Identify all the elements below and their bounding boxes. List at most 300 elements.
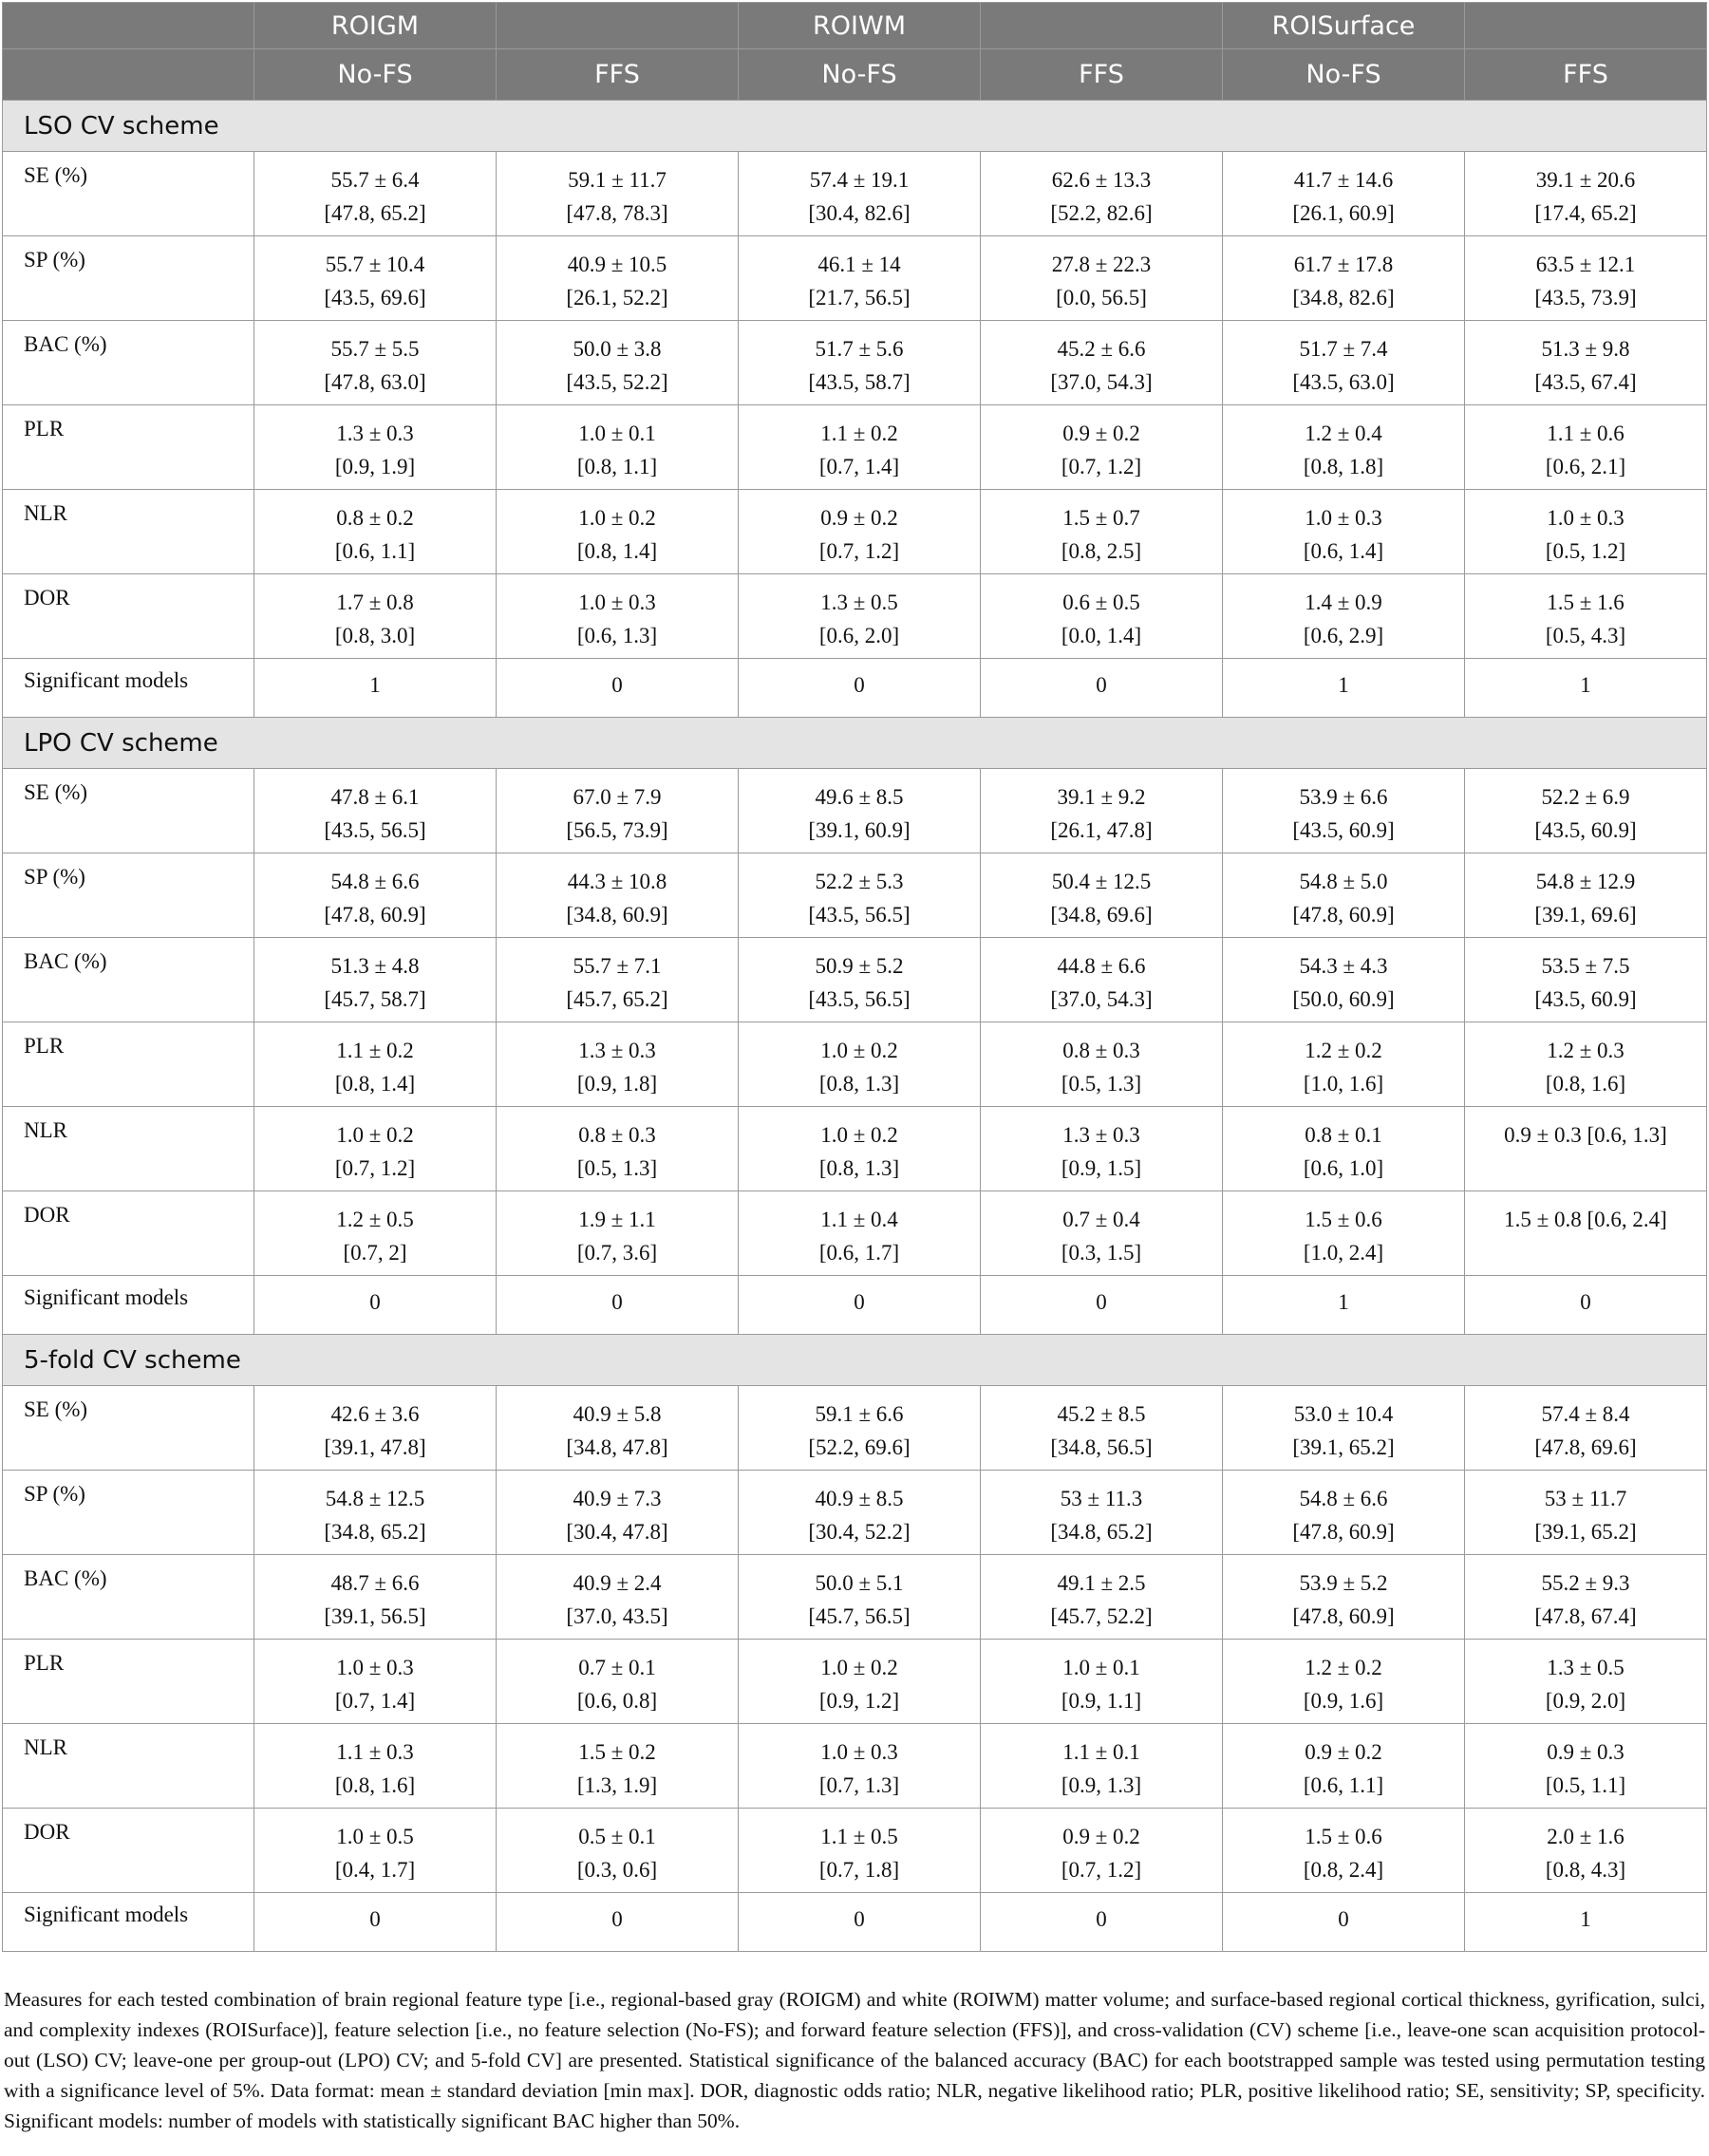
table-cell — [1223, 1640, 1465, 1724]
cell-range: [30.4, 52.2] — [808, 1520, 911, 1544]
cell-range: [1.0, 2.4] — [1303, 1241, 1384, 1265]
cell-mean-sd: 53.5 ± 7.5 — [1541, 954, 1630, 978]
cell-range: [47.8, 60.9] — [324, 903, 426, 927]
cell-mean-sd: 54.8 ± 6.6 — [330, 870, 420, 893]
cell-range: [0.6, 1.1] — [1303, 1773, 1384, 1797]
table-cell — [497, 1555, 739, 1640]
table-cell — [1223, 1022, 1465, 1107]
cell-range: [0.8, 1.6] — [1545, 1072, 1626, 1096]
significant-models-count: 0 — [497, 1276, 739, 1335]
metric-label: DOR — [3, 1191, 254, 1276]
results-table-container — [2, 2, 1707, 2156]
table-cell — [981, 1555, 1223, 1640]
table-row — [3, 1386, 1707, 1471]
cell-range: [0.9, 1.5] — [1061, 1156, 1142, 1180]
cell-range: [0.7, 1.2] — [1061, 1858, 1142, 1882]
cell-mean-sd: 53 ± 11.7 — [1544, 1487, 1627, 1510]
cell-mean-sd: 1.5 ± 0.7 — [1062, 506, 1140, 530]
cell-range: [0.6, 2.9] — [1303, 624, 1384, 647]
table-cell — [739, 1022, 981, 1107]
cell-range: [0.3, 0.6] — [576, 1858, 658, 1882]
significant-models-count: 0 — [739, 1893, 981, 1952]
table-cell — [497, 321, 739, 405]
cell-range: [0.7, 1.4] — [818, 455, 900, 478]
cell-range: [0.8, 1.8] — [1303, 455, 1384, 478]
table-cell — [1465, 1022, 1707, 1107]
cell-range: [0.6, 1.3] — [576, 624, 658, 647]
metric-label: PLR — [3, 1640, 254, 1724]
table-cell — [981, 1471, 1223, 1555]
cell-range: [0.6, 1.4] — [1303, 539, 1384, 563]
cell-range: [34.8, 47.8] — [566, 1435, 668, 1459]
header-cell: ROIWM — [739, 3, 981, 49]
cell-mean-sd: 0.6 ± 0.5 — [1062, 591, 1140, 614]
cell-range: [52.2, 69.6] — [808, 1435, 911, 1459]
table-cell — [981, 1809, 1223, 1893]
cell-range: [43.5, 60.9] — [1534, 987, 1637, 1011]
table-cell — [254, 1724, 497, 1809]
cell-mean-sd: 1.7 ± 0.8 — [336, 591, 414, 614]
table-cell — [739, 1107, 981, 1191]
table-cell — [981, 1022, 1223, 1107]
table-cell — [739, 574, 981, 659]
cell-range: [43.5, 60.9] — [1292, 818, 1395, 842]
cell-range: [52.2, 82.6] — [1050, 201, 1153, 225]
cell-range: [50.0, 60.9] — [1292, 987, 1395, 1011]
table-cell — [1223, 1724, 1465, 1809]
cell-range: [39.1, 56.5] — [324, 1604, 426, 1628]
cell-mean-sd: 1.0 ± 0.2 — [336, 1123, 414, 1147]
table-row — [3, 1471, 1707, 1555]
table-cell — [981, 1107, 1223, 1191]
cell-mean-sd: 62.6 ± 13.3 — [1051, 168, 1152, 192]
cell-range: [0.8, 1.4] — [334, 1072, 416, 1096]
cell-mean-sd: 57.4 ± 8.4 — [1541, 1402, 1630, 1426]
significant-models-label: Significant models — [3, 1276, 254, 1335]
significant-models-count: 1 — [1223, 659, 1465, 718]
cell-mean-sd: 0.8 ± 0.3 — [1062, 1039, 1140, 1062]
cell-range: [0.6, 2.1] — [1545, 455, 1626, 478]
header-row-feature-selection — [3, 49, 1707, 101]
table-cell — [981, 853, 1223, 938]
cell-range: [0.8, 1.4] — [576, 539, 658, 563]
table-row — [3, 152, 1707, 236]
table-row — [3, 1022, 1707, 1107]
significant-models-count: 0 — [1223, 1893, 1465, 1952]
cell-range: [39.1, 65.2] — [1534, 1520, 1637, 1544]
table-cell — [254, 1107, 497, 1191]
significant-models-count: 1 — [1223, 1276, 1465, 1335]
cell-mean-sd: 50.9 ± 5.2 — [815, 954, 904, 978]
header-cell: FFS — [1465, 49, 1707, 101]
results-table — [2, 2, 1707, 1952]
header-cell — [3, 3, 254, 49]
cell-range: [30.4, 47.8] — [566, 1520, 668, 1544]
cell-range: [0.8, 1.3] — [818, 1156, 900, 1180]
table-cell — [497, 574, 739, 659]
cell-range: [0.8, 1.6] — [334, 1773, 416, 1797]
cell-range: [43.5, 69.6] — [324, 286, 426, 309]
metric-label: DOR — [3, 574, 254, 659]
cell-mean-sd: 61.7 ± 17.8 — [1293, 253, 1394, 276]
table-cell — [254, 1809, 497, 1893]
table-cell — [497, 1471, 739, 1555]
cell-range: [34.8, 56.5] — [1050, 1435, 1153, 1459]
metric-label: SE (%) — [3, 1386, 254, 1471]
cell-mean-sd: 0.8 ± 0.3 — [578, 1123, 656, 1147]
table-cell — [1465, 1640, 1707, 1724]
cell-range: [43.5, 73.9] — [1534, 286, 1637, 309]
significant-models-count: 0 — [981, 659, 1223, 718]
table-cell — [739, 490, 981, 574]
cell-mean-sd: 50.4 ± 12.5 — [1051, 870, 1152, 893]
header-cell: No-FS — [739, 49, 981, 101]
section-row — [3, 718, 1707, 769]
cell-mean-sd: 1.0 ± 0.2 — [820, 1656, 898, 1679]
table-cell — [981, 152, 1223, 236]
table-cell — [1465, 490, 1707, 574]
cell-mean-sd: 49.6 ± 8.5 — [815, 785, 904, 809]
table-row — [3, 1107, 1707, 1191]
table-cell — [739, 1724, 981, 1809]
cell-mean-sd: 40.9 ± 5.8 — [573, 1402, 662, 1426]
cell-range: [0.7, 1.3] — [818, 1773, 900, 1797]
table-cell — [739, 1809, 981, 1893]
cell-range: [0.8, 2.4] — [1303, 1858, 1384, 1882]
metric-label: SP (%) — [3, 853, 254, 938]
cell-mean-sd: 0.9 ± 0.2 — [1062, 1825, 1140, 1848]
cell-mean-sd: 1.2 ± 0.2 — [1305, 1039, 1382, 1062]
significant-models-count: 0 — [497, 659, 739, 718]
table-cell — [254, 152, 497, 236]
table-cell — [1223, 938, 1465, 1022]
cell-range: [34.8, 65.2] — [324, 1520, 426, 1544]
cell-range: [34.8, 82.6] — [1292, 286, 1395, 309]
cell-range: [43.5, 56.5] — [808, 987, 911, 1011]
table-row — [3, 236, 1707, 321]
cell-mean-sd: 27.8 ± 22.3 — [1051, 253, 1152, 276]
cell-range: [0.8, 3.0] — [334, 624, 416, 647]
cell-range: [0.6, 1.7] — [818, 1241, 900, 1265]
cell-range: [47.8, 78.3] — [566, 201, 668, 225]
cell-range: [17.4, 65.2] — [1534, 201, 1637, 225]
cell-range: [45.7, 56.5] — [808, 1604, 911, 1628]
table-cell — [739, 938, 981, 1022]
table-body — [3, 101, 1707, 1952]
cell-mean-sd: 55.7 ± 7.1 — [573, 954, 662, 978]
cell-range: [0.9, 1.3] — [1061, 1773, 1142, 1797]
cell-mean-sd: 51.3 ± 9.8 — [1541, 337, 1630, 361]
cell-range: [0.5, 1.3] — [1061, 1072, 1142, 1096]
header-cell — [1465, 3, 1707, 49]
cell-mean-sd: 1.1 ± 0.5 — [820, 1825, 898, 1848]
table-cell — [254, 1640, 497, 1724]
table-cell — [1223, 769, 1465, 853]
cell-mean-sd: 1.4 ± 0.9 — [1305, 591, 1382, 614]
cell-mean-sd: 57.4 ± 19.1 — [809, 168, 910, 192]
cell-range: [21.7, 56.5] — [808, 286, 911, 309]
cell-mean-sd: 53.9 ± 6.6 — [1299, 785, 1388, 809]
table-cell — [1465, 938, 1707, 1022]
cell-mean-sd: 54.8 ± 12.5 — [325, 1487, 425, 1510]
cell-range: [0.7, 1.2] — [818, 539, 900, 563]
table-cell — [1465, 1724, 1707, 1809]
table-row — [3, 574, 1707, 659]
table-cell — [981, 321, 1223, 405]
cell-mean-sd: 1.2 ± 0.4 — [1305, 422, 1382, 445]
cell-range: [0.9, 1.8] — [576, 1072, 658, 1096]
cell-mean-sd: 1.1 ± 0.1 — [1062, 1740, 1140, 1764]
cell-mean-sd: 49.1 ± 2.5 — [1057, 1571, 1146, 1595]
table-cell — [739, 236, 981, 321]
table-cell — [1223, 1555, 1465, 1640]
table-cell — [739, 1555, 981, 1640]
table-cell — [254, 236, 497, 321]
cell-range: [37.0, 54.3] — [1050, 370, 1153, 394]
cell-range: [0.7, 1.8] — [818, 1858, 900, 1882]
table-cell — [497, 405, 739, 490]
table-cell — [497, 1809, 739, 1893]
cell-mean-sd: 0.7 ± 0.1 — [578, 1656, 656, 1679]
cell-mean-sd: 44.8 ± 6.6 — [1057, 954, 1146, 978]
cell-range: [43.5, 67.4] — [1534, 370, 1637, 394]
table-cell — [981, 574, 1223, 659]
table-cell — [1465, 769, 1707, 853]
significant-models-count: 0 — [254, 1893, 497, 1952]
table-cell — [254, 769, 497, 853]
cell-mean-sd: 55.7 ± 10.4 — [325, 253, 425, 276]
cell-range: [0.6, 1.0] — [1303, 1156, 1384, 1180]
table-cell — [1223, 1107, 1465, 1191]
cell-mean-sd: 1.0 ± 0.1 — [578, 422, 656, 445]
table-cell — [1465, 1809, 1707, 1893]
cell-range: [43.5, 56.5] — [324, 818, 426, 842]
metric-label: PLR — [3, 405, 254, 490]
cell-mean-sd: 40.9 ± 10.5 — [567, 253, 667, 276]
cell-range: [43.5, 58.7] — [808, 370, 911, 394]
cell-mean-sd: 0.9 ± 0.3 [0.6, 1.3] — [1504, 1123, 1667, 1147]
header-cell: FFS — [497, 49, 739, 101]
cell-range: [0.6, 0.8] — [576, 1689, 658, 1713]
cell-range: [47.8, 67.4] — [1534, 1604, 1637, 1628]
cell-range: [47.8, 65.2] — [324, 201, 426, 225]
cell-range: [47.8, 60.9] — [1292, 1520, 1395, 1544]
cell-mean-sd: 1.0 ± 0.2 — [578, 506, 656, 530]
cell-range: [26.1, 52.2] — [566, 286, 668, 309]
table-cell — [497, 769, 739, 853]
table-cell — [981, 490, 1223, 574]
cell-range: [0.7, 2] — [343, 1241, 407, 1265]
metric-label: SE (%) — [3, 152, 254, 236]
table-cell — [497, 1022, 739, 1107]
table-row — [3, 1191, 1707, 1276]
cell-range: [0.0, 1.4] — [1061, 624, 1142, 647]
cell-range: [0.3, 1.5] — [1061, 1241, 1142, 1265]
table-cell — [254, 1386, 497, 1471]
cell-range: [0.5, 1.2] — [1545, 539, 1626, 563]
cell-range: [0.8, 4.3] — [1545, 1858, 1626, 1882]
cell-mean-sd: 45.2 ± 6.6 — [1057, 337, 1146, 361]
table-cell — [1465, 321, 1707, 405]
cell-range: [0.7, 1.2] — [1061, 455, 1142, 478]
significant-models-count: 1 — [254, 659, 497, 718]
table-row — [3, 938, 1707, 1022]
cell-range: [34.8, 60.9] — [566, 903, 668, 927]
cell-range: [47.8, 63.0] — [324, 370, 426, 394]
table-cell — [1465, 1107, 1707, 1191]
cell-mean-sd: 51.3 ± 4.8 — [330, 954, 420, 978]
cell-mean-sd: 48.7 ± 6.6 — [330, 1571, 420, 1595]
cell-mean-sd: 54.8 ± 12.9 — [1535, 870, 1636, 893]
significant-models-label: Significant models — [3, 659, 254, 718]
table-cell — [497, 490, 739, 574]
cell-mean-sd: 1.3 ± 0.3 — [1062, 1123, 1140, 1147]
significant-models-count: 0 — [1465, 1276, 1707, 1335]
cell-mean-sd: 55.7 ± 6.4 — [330, 168, 420, 192]
table-cell — [254, 405, 497, 490]
cell-mean-sd: 1.5 ± 0.8 [0.6, 2.4] — [1504, 1208, 1667, 1231]
header-cell: No-FS — [1223, 49, 1465, 101]
table-cell — [1465, 1386, 1707, 1471]
cell-mean-sd: 0.9 ± 0.2 — [1305, 1740, 1382, 1764]
metric-label: SE (%) — [3, 769, 254, 853]
table-cell — [981, 1724, 1223, 1809]
significant-models-label: Significant models — [3, 1893, 254, 1952]
table-cell — [739, 1640, 981, 1724]
table-cell — [739, 853, 981, 938]
table-cell — [497, 152, 739, 236]
cell-range: [0.9, 1.1] — [1061, 1689, 1142, 1713]
significant-models-count: 0 — [981, 1276, 1223, 1335]
metric-label: NLR — [3, 490, 254, 574]
metric-label: DOR — [3, 1809, 254, 1893]
cell-mean-sd: 50.0 ± 3.8 — [573, 337, 662, 361]
cell-mean-sd: 1.3 ± 0.3 — [578, 1039, 656, 1062]
significant-models-count: 0 — [739, 1276, 981, 1335]
table-cell — [739, 405, 981, 490]
table-cell — [1465, 574, 1707, 659]
cell-range: [1.0, 1.6] — [1303, 1072, 1384, 1096]
significant-models-count: 0 — [981, 1893, 1223, 1952]
cell-range: [47.8, 69.6] — [1534, 1435, 1637, 1459]
cell-mean-sd: 1.3 ± 0.5 — [820, 591, 898, 614]
table-cell — [1465, 152, 1707, 236]
cell-range: [43.5, 52.2] — [566, 370, 668, 394]
cell-range: [0.7, 3.6] — [576, 1241, 658, 1265]
cell-mean-sd: 1.5 ± 1.6 — [1547, 591, 1624, 614]
cell-range: [43.5, 63.0] — [1292, 370, 1395, 394]
cell-mean-sd: 44.3 ± 10.8 — [567, 870, 667, 893]
header-cell: ROIGM — [254, 3, 497, 49]
table-cell — [497, 1640, 739, 1724]
table-row — [3, 405, 1707, 490]
cell-mean-sd: 55.2 ± 9.3 — [1541, 1571, 1630, 1595]
table-cell — [981, 938, 1223, 1022]
cell-range: [0.9, 1.2] — [818, 1689, 900, 1713]
cell-mean-sd: 0.7 ± 0.4 — [1062, 1208, 1140, 1231]
cell-mean-sd: 41.7 ± 14.6 — [1293, 168, 1394, 192]
cell-mean-sd: 1.0 ± 0.3 — [820, 1740, 898, 1764]
table-cell — [739, 1386, 981, 1471]
cell-range: [34.8, 69.6] — [1050, 903, 1153, 927]
metric-label: NLR — [3, 1724, 254, 1809]
table-footnote: Measures for each tested combination of brain regional feature type [i.e., regional-based gray (ROIGM) and white (ROIWM) matter volume; and surface-based regional cortical thickness, gyrification, sulci, and complexity indexes (ROISurface)], feature selection [i.e., no feature selection (No-FS); and forward feature selection (FFS)], and cross-validation (CV) scheme [i.e., leave-one scan acquisition protocol-out (LSO) CV; leave-one per group-out (LPO) CV; and 5-fold CV] are presented. Statistical significance of the balanced accuracy (BAC) for each bootstrapped sample was tested using permutation testing with a significance level of 5%. Data format: mean ± standard deviation [min max]. DOR, diagnostic odds ratio; NLR, negative likelihood ratio; PLR, positive likelihood ratio; SE, sensitivity; SP, specificity. Significant models: number of models with statistically significant BAC higher than 50%. — [4, 1987, 1705, 2132]
cell-mean-sd: 1.0 ± 0.3 — [336, 1656, 414, 1679]
section-row — [3, 1335, 1707, 1386]
cell-mean-sd: 0.5 ± 0.1 — [578, 1825, 656, 1848]
cell-mean-sd: 40.9 ± 2.4 — [573, 1571, 662, 1595]
section-title: LSO CV scheme — [3, 101, 1707, 152]
cell-mean-sd: 1.5 ± 0.6 — [1305, 1825, 1382, 1848]
cell-range: [0.8, 1.1] — [576, 455, 658, 478]
cell-range: [26.1, 60.9] — [1292, 201, 1395, 225]
cell-range: [45.7, 52.2] — [1050, 1604, 1153, 1628]
cell-range: [37.0, 43.5] — [566, 1604, 668, 1628]
table-row — [3, 1640, 1707, 1724]
cell-mean-sd: 1.0 ± 0.2 — [820, 1039, 898, 1062]
cell-mean-sd: 1.2 ± 0.3 — [1547, 1039, 1624, 1062]
cell-mean-sd: 0.9 ± 0.2 — [820, 506, 898, 530]
header-cell: FFS — [981, 49, 1223, 101]
cell-range: [39.1, 65.2] — [1292, 1435, 1395, 1459]
table-cell — [1223, 1386, 1465, 1471]
cell-mean-sd: 59.1 ± 11.7 — [568, 168, 667, 192]
table-row — [3, 490, 1707, 574]
cell-mean-sd: 0.9 ± 0.2 — [1062, 422, 1140, 445]
cell-range: [0.6, 2.0] — [818, 624, 900, 647]
table-cell — [254, 574, 497, 659]
cell-mean-sd: 1.1 ± 0.4 — [820, 1208, 898, 1231]
cell-range: [43.5, 60.9] — [1534, 818, 1637, 842]
cell-range: [0.8, 1.3] — [818, 1072, 900, 1096]
cell-range: [1.3, 1.9] — [576, 1773, 658, 1797]
cell-mean-sd: 53 ± 11.3 — [1060, 1487, 1143, 1510]
cell-range: [30.4, 82.6] — [808, 201, 911, 225]
cell-mean-sd: 1.0 ± 0.3 — [578, 591, 656, 614]
cell-mean-sd: 1.0 ± 0.3 — [1305, 506, 1382, 530]
cell-mean-sd: 51.7 ± 7.4 — [1299, 337, 1388, 361]
table-cell — [1465, 405, 1707, 490]
cell-range: [0.5, 1.3] — [576, 1156, 658, 1180]
cell-mean-sd: 67.0 ± 7.9 — [573, 785, 662, 809]
table-cell — [497, 236, 739, 321]
cell-mean-sd: 2.0 ± 1.6 — [1547, 1825, 1624, 1848]
table-cell — [739, 321, 981, 405]
cell-range: [0.9, 1.9] — [334, 455, 416, 478]
cell-mean-sd: 53.0 ± 10.4 — [1293, 1402, 1394, 1426]
table-cell — [981, 405, 1223, 490]
header-cell: ROISurface — [1223, 3, 1465, 49]
cell-range: [0.5, 1.1] — [1545, 1773, 1626, 1797]
cell-mean-sd: 50.0 ± 5.1 — [815, 1571, 904, 1595]
cell-mean-sd: 39.1 ± 9.2 — [1057, 785, 1146, 809]
table-cell — [739, 1191, 981, 1276]
cell-mean-sd: 40.9 ± 7.3 — [573, 1487, 662, 1510]
cell-mean-sd: 55.7 ± 5.5 — [330, 337, 420, 361]
cell-mean-sd: 1.1 ± 0.2 — [336, 1039, 414, 1062]
table-cell — [497, 1724, 739, 1809]
cell-mean-sd: 0.8 ± 0.2 — [336, 506, 414, 530]
table-cell — [497, 1191, 739, 1276]
table-row — [3, 1555, 1707, 1640]
section-row — [3, 101, 1707, 152]
cell-range: [0.9, 1.6] — [1303, 1689, 1384, 1713]
cell-range: [39.1, 69.6] — [1534, 903, 1637, 927]
cell-mean-sd: 59.1 ± 6.6 — [815, 1402, 904, 1426]
cell-mean-sd: 52.2 ± 5.3 — [815, 870, 904, 893]
cell-mean-sd: 63.5 ± 12.1 — [1535, 253, 1636, 276]
cell-mean-sd: 1.1 ± 0.2 — [820, 422, 898, 445]
